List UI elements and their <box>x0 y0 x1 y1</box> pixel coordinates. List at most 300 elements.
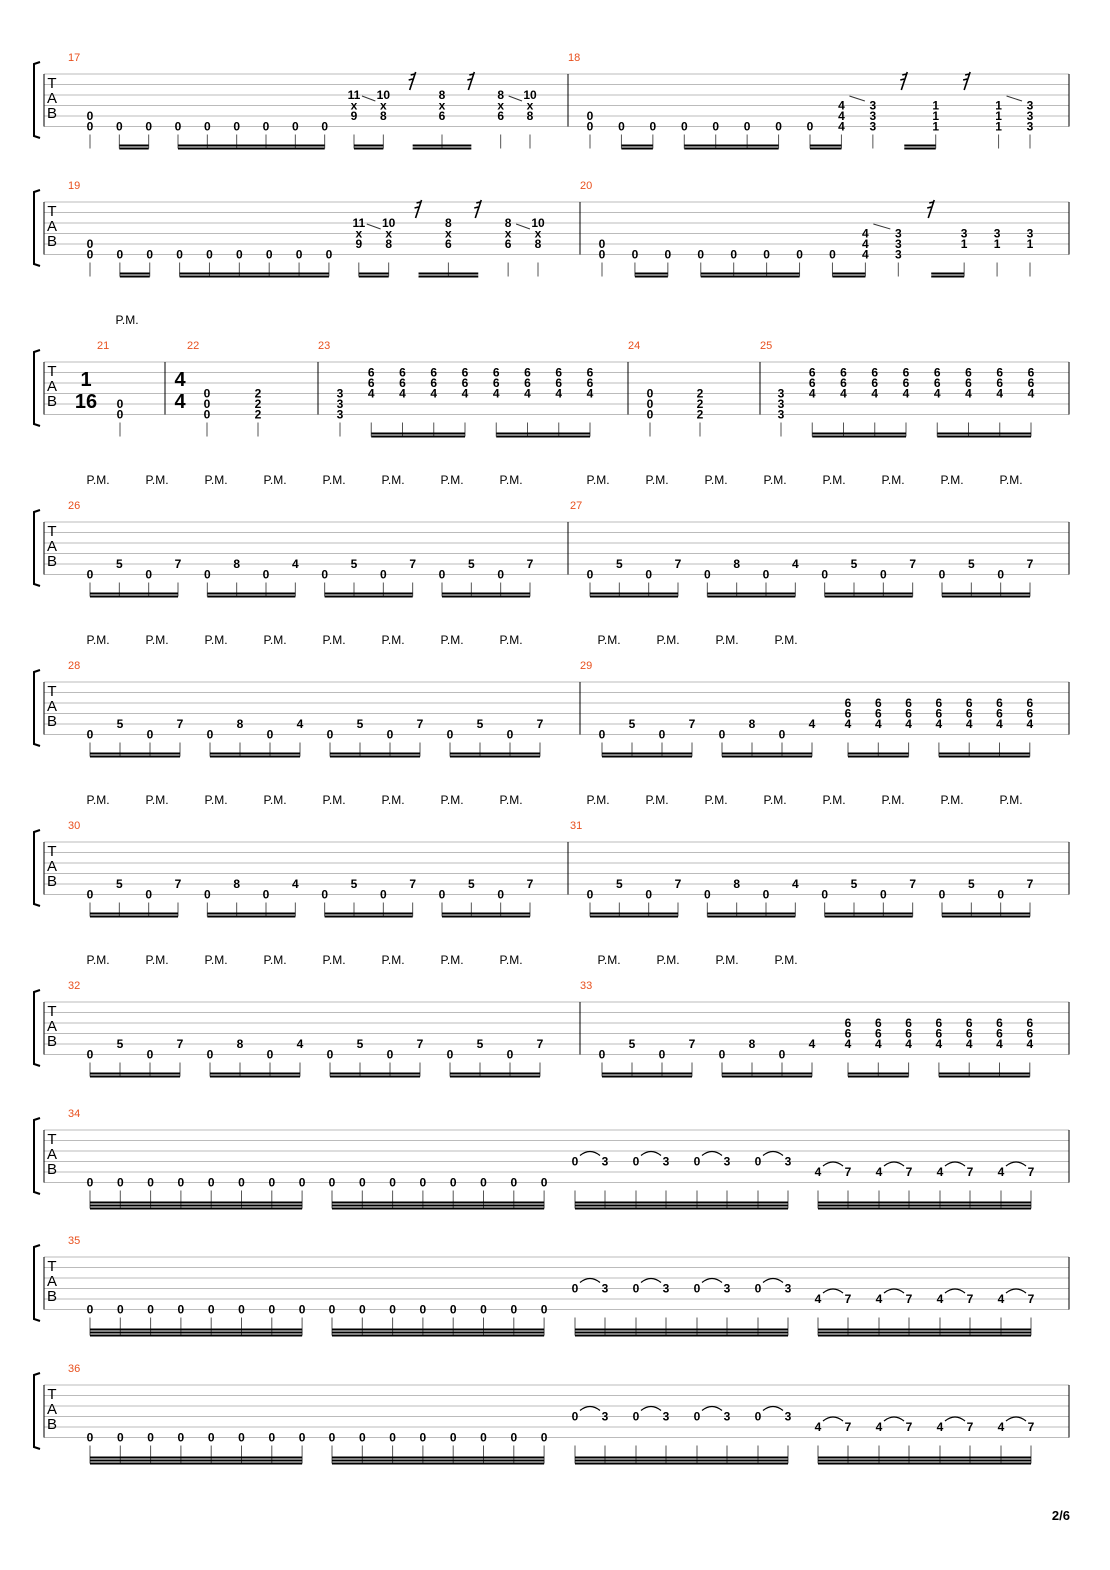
fret-number: 4 <box>808 717 816 731</box>
fret-number: 6 <box>905 706 912 721</box>
fret-number: 0 <box>754 1154 762 1169</box>
fret-number: 0 <box>598 1047 606 1062</box>
fret-number: 4 <box>933 386 941 401</box>
fret-number: 0 <box>358 1430 366 1445</box>
tab-clef-letter: T <box>47 363 57 380</box>
fret-number: 5 <box>850 877 858 891</box>
fret-number: 4 <box>905 717 912 731</box>
fret-number: 0 <box>389 1302 396 1317</box>
palm-mute-label: P.M. <box>645 793 669 807</box>
fret-number: 0 <box>778 1047 786 1062</box>
fret-number: 4 <box>492 386 500 401</box>
fret-number: 0 <box>730 247 738 262</box>
bar-number: 21 <box>97 340 110 352</box>
fret-number: 6 <box>996 706 1003 721</box>
fret-number: 0 <box>386 1047 394 1062</box>
fret-number: 3 <box>869 109 877 123</box>
palm-mute-label: P.M. <box>145 473 169 487</box>
palm-mute-label: P.M. <box>145 953 169 967</box>
fret-number: 8 <box>233 877 241 891</box>
hammer-on-arc <box>945 1162 965 1166</box>
fret-number: 6 <box>367 376 375 390</box>
fret-number: 5 <box>467 557 475 571</box>
fret-number: 0 <box>298 1175 306 1190</box>
fret-number: 0 <box>238 1302 245 1317</box>
fret-number: 3 <box>960 226 968 241</box>
fret-number: 3 <box>993 226 1001 241</box>
fret-number: 4 <box>965 386 972 401</box>
fret-number: 0 <box>598 247 606 262</box>
palm-mute-label: P.M. <box>715 633 739 647</box>
fret-number: 0 <box>147 1430 154 1445</box>
bar-number: 28 <box>68 660 81 672</box>
fret-number: 4 <box>996 386 1004 401</box>
fret-number: 7 <box>1027 1420 1035 1434</box>
fret-number: 6 <box>996 1026 1003 1041</box>
fret-number: 0 <box>358 1302 366 1317</box>
palm-mute-label: P.M. <box>499 633 523 647</box>
fret-number: 0 <box>480 1175 487 1190</box>
fret-number: 3 <box>869 98 877 113</box>
hammer-on-arc <box>823 1162 843 1166</box>
tab-clef-letter: A <box>46 218 58 235</box>
system-bracket <box>34 350 40 426</box>
fret-number: 4 <box>814 1420 822 1434</box>
palm-mute-label: P.M. <box>999 793 1023 807</box>
fret-number: 6 <box>996 365 1004 380</box>
palm-mute-label: P.M. <box>322 953 346 967</box>
fret-number: 0 <box>419 1430 427 1445</box>
fret-number: 0 <box>658 727 666 742</box>
fret-number: 8 <box>438 88 446 102</box>
fret-number: 0 <box>328 1430 336 1445</box>
fret-number: 3 <box>777 397 785 411</box>
fret-number: 4 <box>791 877 799 891</box>
fret-number: 0 <box>233 119 241 134</box>
palm-mute-label: P.M. <box>322 633 346 647</box>
palm-mute-label: P.M. <box>86 633 110 647</box>
palm-mute-label: P.M. <box>704 473 728 487</box>
fret-number: 0 <box>540 1430 548 1445</box>
fret-number: 0 <box>321 567 329 582</box>
fret-number: 0 <box>480 1302 487 1317</box>
fret-number: 6 <box>586 365 594 380</box>
fret-number: 4 <box>399 386 406 401</box>
bar-number: 22 <box>187 340 200 352</box>
fret-number: 0 <box>419 1175 427 1190</box>
fret-number: 3 <box>894 247 902 262</box>
fret-number: x <box>438 98 446 113</box>
fret-number: 6 <box>871 376 879 390</box>
hammer-on-arc <box>823 1289 843 1293</box>
hammer-on-arc <box>702 1407 722 1411</box>
fret-number: 8 <box>733 877 741 891</box>
tab-clef-letter: T <box>47 1258 57 1275</box>
fret-number: 3 <box>1026 226 1034 241</box>
fret-number: 0 <box>207 1302 215 1317</box>
fret-number: 6 <box>905 1026 912 1041</box>
bar-number: 18 <box>568 52 581 64</box>
fret-number: 0 <box>116 407 124 422</box>
fret-number: 3 <box>723 1154 731 1169</box>
fret-number: 6 <box>844 1026 852 1041</box>
palm-mute-label: P.M. <box>940 473 964 487</box>
tab-clef-letter: B <box>46 1033 58 1050</box>
fret-number: 7 <box>174 877 182 891</box>
fret-number: 6 <box>438 109 446 123</box>
fret-number: 4 <box>808 1037 816 1051</box>
fret-number: 0 <box>266 727 274 742</box>
fret-number: 0 <box>174 119 182 134</box>
system-bracket <box>34 670 40 746</box>
fret-number: 0 <box>796 247 803 262</box>
fret-number: 6 <box>430 376 438 390</box>
fret-number: 3 <box>601 1281 609 1296</box>
tab-clef-letter: A <box>46 698 58 715</box>
palm-mute-label: P.M. <box>763 793 787 807</box>
palm-mute-label: P.M. <box>263 793 287 807</box>
fret-number: 0 <box>116 247 124 262</box>
palm-mute-label: P.M. <box>645 473 669 487</box>
slide-mark <box>509 96 522 101</box>
palm-mute-label: P.M. <box>881 793 905 807</box>
fret-number: 8 <box>236 1037 244 1051</box>
fret-number: 4 <box>965 717 973 731</box>
fret-number: 7 <box>536 1037 544 1051</box>
fret-number: 0 <box>147 1302 154 1317</box>
fret-number: 1 <box>993 237 1001 251</box>
fret-number: 0 <box>879 567 887 582</box>
fret-number: 0 <box>321 119 329 134</box>
hammer-on-arc <box>1006 1162 1026 1166</box>
fret-number: 7 <box>905 1165 913 1179</box>
bar-number: 34 <box>68 1108 81 1120</box>
fret-number: 0 <box>116 1430 124 1445</box>
fret-number: 4 <box>1027 386 1035 401</box>
fret-number: 3 <box>662 1281 670 1296</box>
fret-number: 3 <box>784 1281 792 1296</box>
fret-number: 0 <box>680 119 688 134</box>
fret-number: 5 <box>628 1037 636 1051</box>
palm-mute-label: P.M. <box>704 793 728 807</box>
fret-number: 6 <box>461 365 469 380</box>
fret-number: 6 <box>996 696 1003 710</box>
fret-number: 0 <box>571 1154 579 1169</box>
system-bracket <box>34 190 40 266</box>
tab-clef-letter: A <box>46 1273 58 1290</box>
fret-number: 6 <box>965 1016 973 1030</box>
fret-number: 4 <box>461 386 469 401</box>
fret-number: 0 <box>762 567 770 582</box>
bar-number: 19 <box>68 180 81 192</box>
fret-number: 3 <box>1026 109 1034 123</box>
fret-number: 0 <box>207 1175 215 1190</box>
fret-number: 0 <box>571 1409 579 1424</box>
tab-clef-letter: A <box>46 1401 58 1418</box>
hammer-on-arc <box>763 1279 783 1283</box>
fret-number: 7 <box>1027 1292 1035 1306</box>
fret-number: 6 <box>840 376 847 390</box>
fret-number: 2 <box>254 407 262 422</box>
bar-number: 31 <box>570 820 583 832</box>
fret-number: 7 <box>909 557 917 571</box>
fret-number: 0 <box>386 727 394 742</box>
palm-mute-label: P.M. <box>499 473 523 487</box>
fret-number: 0 <box>325 247 333 262</box>
fret-number: 0 <box>571 1281 579 1296</box>
fret-number: 0 <box>328 1302 336 1317</box>
fret-number: 2 <box>254 386 262 401</box>
fret-number: 7 <box>905 1420 913 1434</box>
palm-mute-label: P.M. <box>715 953 739 967</box>
fret-number: 0 <box>743 119 751 134</box>
fret-number: 8 <box>504 216 512 230</box>
palm-mute-label: P.M. <box>597 633 621 647</box>
bar-number: 17 <box>68 52 81 64</box>
bar-number: 36 <box>68 1363 81 1375</box>
bar-number: 20 <box>580 180 593 192</box>
fret-number: 0 <box>86 1430 94 1445</box>
fret-number: 0 <box>238 1430 245 1445</box>
fret-number: 0 <box>86 119 94 134</box>
fret-number: 4 <box>936 1165 944 1179</box>
fret-number: 4 <box>844 1037 852 1051</box>
fret-number: 0 <box>775 119 782 134</box>
hammer-on-arc <box>580 1279 600 1283</box>
fret-number: 6 <box>1027 376 1035 390</box>
fret-number: 0 <box>645 887 653 902</box>
fret-number: 4 <box>1026 717 1034 731</box>
fret-number: 7 <box>674 557 682 571</box>
fret-number: 0 <box>646 386 654 401</box>
fret-number: 8 <box>445 216 452 230</box>
fret-number: 0 <box>203 887 211 902</box>
fret-number: 0 <box>938 567 946 582</box>
tab-clef-letter: B <box>46 1161 58 1178</box>
tab-clef-letter: B <box>46 713 58 730</box>
time-signature-top: 4 <box>174 369 186 391</box>
hammer-on-arc <box>580 1407 600 1411</box>
palm-mute-label: P.M. <box>774 953 798 967</box>
fret-number: 3 <box>777 386 785 401</box>
fret-number: 0 <box>115 119 123 134</box>
fret-number: 2 <box>696 386 704 401</box>
system-bracket <box>34 830 40 906</box>
fret-number: 0 <box>321 887 329 902</box>
fret-number: 4 <box>367 386 375 401</box>
fret-number: 7 <box>966 1420 974 1434</box>
sixteenth-rest <box>474 200 481 218</box>
palm-mute-label: P.M. <box>204 473 228 487</box>
fret-number: 0 <box>238 1175 245 1190</box>
slide-mark <box>362 96 375 101</box>
fret-number: 0 <box>506 1047 514 1062</box>
fret-number: 0 <box>145 119 153 134</box>
hammer-on-arc <box>945 1289 965 1293</box>
palm-mute-label: P.M. <box>322 793 346 807</box>
bar-number: 33 <box>580 980 593 992</box>
fret-number: 6 <box>555 365 563 380</box>
system-bracket <box>34 510 40 586</box>
palm-mute-label: P.M. <box>586 793 610 807</box>
fret-number: 0 <box>821 567 829 582</box>
fret-number: 6 <box>840 365 847 380</box>
fret-number: 0 <box>389 1430 396 1445</box>
fret-number: 6 <box>935 1026 943 1041</box>
fret-number: 0 <box>510 1302 518 1317</box>
tab-clef-letter: T <box>47 683 57 700</box>
fret-number: 0 <box>86 109 94 123</box>
fret-number: 5 <box>850 557 858 571</box>
fret-number: 6 <box>1026 1026 1034 1041</box>
fret-number: x <box>445 226 452 241</box>
fret-number: 1 <box>932 109 940 123</box>
bar-number: 30 <box>68 820 81 832</box>
fret-number: 0 <box>262 119 270 134</box>
fret-number: 0 <box>446 727 454 742</box>
fret-number: 0 <box>497 887 505 902</box>
fret-number: 4 <box>902 386 910 401</box>
fret-number: 4 <box>997 1420 1005 1434</box>
fret-number: 0 <box>298 1430 306 1445</box>
tab-clef-letter: A <box>46 858 58 875</box>
fret-number: 0 <box>646 407 654 422</box>
fret-number: 0 <box>829 247 836 262</box>
fret-number: 11 <box>347 88 361 102</box>
slide-mark <box>516 224 530 229</box>
palm-mute-label: P.M. <box>656 633 680 647</box>
tab-clef-letter: B <box>46 233 58 250</box>
fret-number: 4 <box>814 1165 822 1179</box>
fret-number: 3 <box>894 226 902 241</box>
palm-mute-label: P.M. <box>86 793 110 807</box>
fret-number: 0 <box>703 887 711 902</box>
fret-number: 8 <box>236 717 244 731</box>
fret-number: 6 <box>996 376 1004 390</box>
fret-number: 0 <box>806 119 814 134</box>
fret-number: 0 <box>506 727 514 742</box>
palm-mute-label: P.M. <box>440 473 464 487</box>
fret-number: 4 <box>871 386 879 401</box>
fret-number: 3 <box>723 1281 731 1296</box>
fret-number: 0 <box>631 247 639 262</box>
sixteenth-rest <box>467 72 474 90</box>
tab-clef-letter: T <box>47 1003 57 1020</box>
fret-number: 7 <box>844 1165 852 1179</box>
fret-number: 6 <box>996 1016 1003 1030</box>
fret-number: 0 <box>326 1047 334 1062</box>
fret-number: 0 <box>389 1175 396 1190</box>
bar-number: 29 <box>580 660 593 672</box>
fret-number: 6 <box>524 365 531 380</box>
palm-mute-label: P.M. <box>381 793 405 807</box>
fret-number: 0 <box>86 1302 94 1317</box>
slide-mark <box>849 96 864 101</box>
fret-number: 0 <box>207 1430 215 1445</box>
fret-number: 4 <box>296 717 304 731</box>
fret-number: 0 <box>763 247 770 262</box>
fret-number: 0 <box>449 1302 457 1317</box>
fret-number: 0 <box>203 386 211 401</box>
palm-mute-label: P.M. <box>440 793 464 807</box>
system-bracket <box>34 62 40 138</box>
slide-mark <box>367 224 381 229</box>
palm-mute-label: P.M. <box>774 633 798 647</box>
fret-number: 4 <box>936 1292 944 1306</box>
fret-number: 0 <box>540 1302 548 1317</box>
palm-mute-label: P.M. <box>440 953 464 967</box>
palm-mute-label: P.M. <box>999 473 1023 487</box>
fret-number: 0 <box>235 247 243 262</box>
sixteenth-rest <box>409 72 416 90</box>
fret-number: 6 <box>874 696 882 710</box>
fret-number: 0 <box>586 567 594 582</box>
fret-number: 4 <box>874 1037 882 1051</box>
fret-number: 5 <box>476 1037 484 1051</box>
fret-number: 0 <box>697 247 705 262</box>
hammer-on-arc <box>884 1289 904 1293</box>
fret-number: 0 <box>116 1302 124 1317</box>
fret-number: 7 <box>1026 557 1034 571</box>
fret-number: 2 <box>254 397 262 411</box>
fret-number: 0 <box>618 119 625 134</box>
tab-clef-letter: B <box>46 553 58 570</box>
hammer-on-arc <box>580 1152 600 1156</box>
fret-number: 6 <box>430 365 438 380</box>
fret-number: 0 <box>86 1047 94 1062</box>
tab-clef-letter: B <box>46 873 58 890</box>
fret-number: 6 <box>902 376 910 390</box>
bar-number: 32 <box>68 980 81 992</box>
fret-number: 3 <box>601 1409 609 1424</box>
tab-clef-letter: T <box>47 843 57 860</box>
fret-number: 6 <box>586 376 594 390</box>
fret-number: 3 <box>1026 119 1034 134</box>
slide-mark <box>1007 96 1022 101</box>
fret-number: 3 <box>784 1154 792 1169</box>
fret-number: 5 <box>115 557 123 571</box>
fret-number: 10 <box>381 216 396 230</box>
fret-number: 3 <box>784 1409 792 1424</box>
fret-number: 4 <box>936 1420 944 1434</box>
tab-clef-letter: A <box>46 90 58 107</box>
fret-number: 7 <box>174 557 182 571</box>
fret-number: 0 <box>265 247 273 262</box>
bar-number: 26 <box>68 500 81 512</box>
palm-mute-label: P.M. <box>499 793 523 807</box>
fret-number: 7 <box>688 717 696 731</box>
tab-clef-letter: A <box>46 1146 58 1163</box>
fret-number: 6 <box>844 696 852 710</box>
fret-number: 0 <box>419 1302 427 1317</box>
fret-number: 5 <box>615 557 623 571</box>
fret-number: 5 <box>967 877 975 891</box>
page-number: 2/6 <box>1051 1508 1070 1523</box>
fret-number: 1 <box>1026 237 1034 251</box>
palm-mute-label: P.M. <box>381 633 405 647</box>
fret-number: 5 <box>356 717 364 731</box>
palm-mute-label: P.M. <box>145 633 169 647</box>
palm-mute-label: P.M. <box>322 473 346 487</box>
fret-number: 1 <box>995 109 1002 123</box>
fret-number: 4 <box>875 1420 883 1434</box>
fret-number: 0 <box>446 1047 454 1062</box>
bar-number: 25 <box>760 340 773 352</box>
fret-number: 0 <box>586 887 594 902</box>
fret-number: 7 <box>176 717 184 731</box>
fret-number: 6 <box>497 109 505 123</box>
fret-number: 8 <box>233 557 241 571</box>
